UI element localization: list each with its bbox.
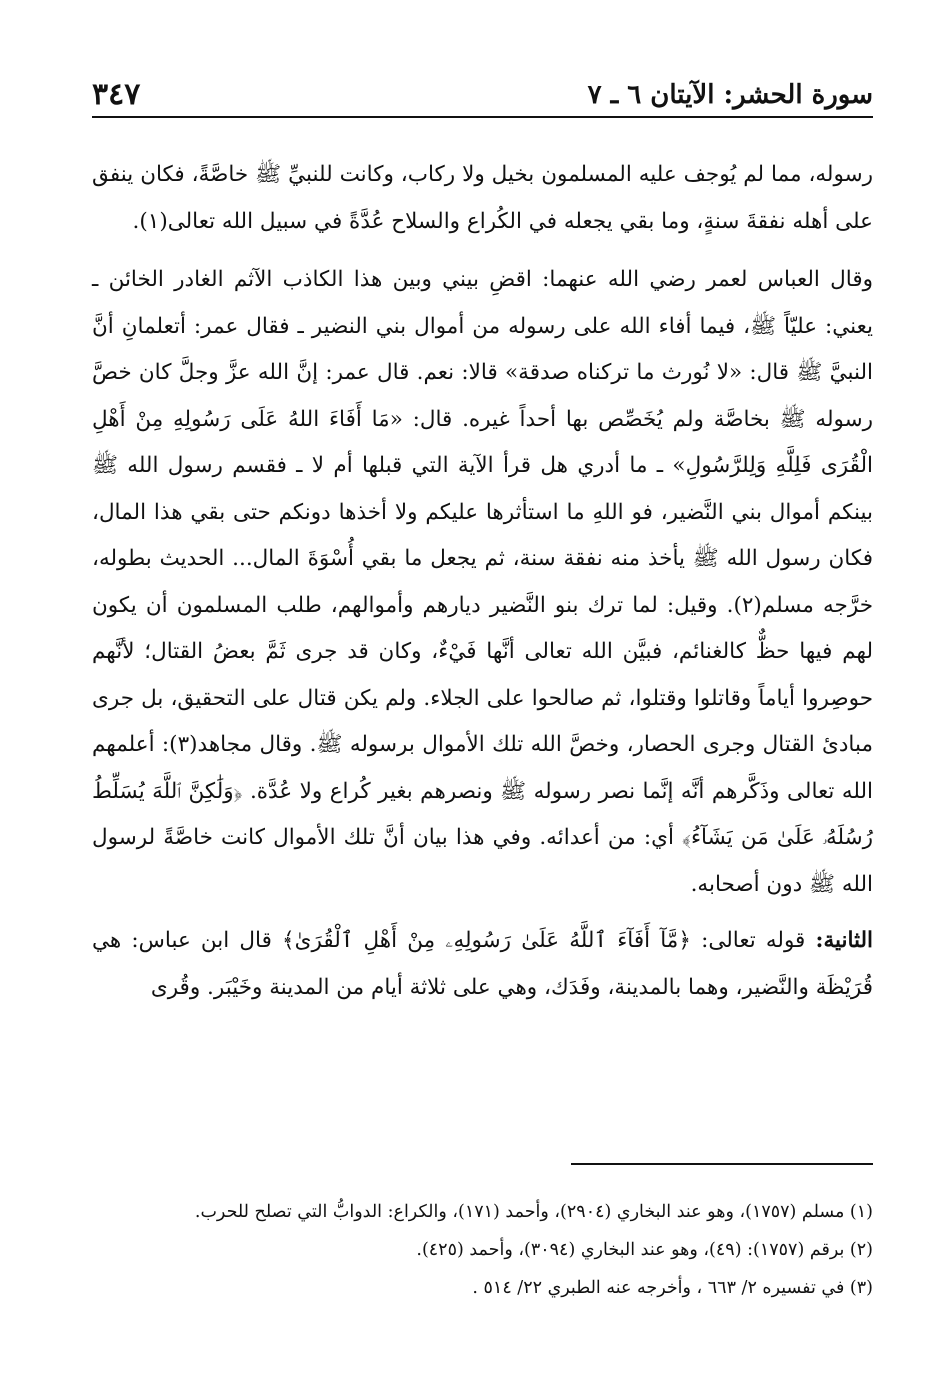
footnote-1: (١) مسلم (١٧٥٧)، وهو عند البخاري (٢٩٠٤)، وأحمد (١٧١)، والكراع: الدوابُّ التي تصلح للحرب. xyxy=(194,1202,873,1222)
point-text: قوله تعالى: ﴿مَّآ أَفَآءَ ٱللَّهُ عَلَىٰ رَسُولِهِۦ مِنْ أَهْلِ ٱلْقُرَىٰ﴾ قال ابن عباس: هي قُرَيْظَة والنَّضير، وهما بالمدينة، وفَدَك، وهي على ثلاثة أيام من المدينة وخَيْبَر. وقُرى xyxy=(92,928,873,1000)
surah-title: سورة الحشر: الآيتان ٦ ـ ٧ xyxy=(587,80,873,110)
footnote-2: (٢) برقم (١٧٥٧): (٤٩)، وهو عند البخاري (٣٠٩٤)، وأحمد (٤٢٥). xyxy=(416,1240,873,1260)
paragraph-1: رسوله، مما لم يُوجف عليه المسلمون بخيل ولا ركاب، وكانت للنبيِّ ﷺ خاصَّةً، فكان ينفق على أهله نفقةَ سنةٍ، وما بقي يجعله في الكُراع والسلاح عُدَّةً في سبيل الله تعالى(١). xyxy=(92,162,873,234)
paragraph-3 xyxy=(92,918,873,1011)
page-number: ٣٤٧ xyxy=(92,77,141,112)
footnote-3: (٣) في تفسيره ٢/ ٦٦٣ ، وأخرجه عنه الطبري ٢٢/ ٥١٤ . xyxy=(472,1278,873,1298)
footnotes xyxy=(92,1196,873,1310)
main-text xyxy=(92,152,873,1011)
footnote-separator xyxy=(571,1163,873,1165)
running-header xyxy=(92,70,873,118)
paragraph-2: وقال العباس لعمر رضي الله عنهما: اقضِ بيني وبين هذا الكاذب الآثم الغادر الخائن ـ يعني: عليّاً ﷺ، فيما أفاء الله على رسوله من أموال بني النضير ـ فقال عمر: أتعلمانِ أنَّ النبيَّ ﷺ قال: «لا نُورث ما تركناه صدقة» قالا: نعم. قال عمر: إنَّ الله عزَّ وجلَّ كان خصَّ رسوله ﷺ بخاصَّة ولم يُخَصِّص بها أحداً غيره. قال: «مَا أَفَاءَ اللهُ عَلَى رَسُولِهِ مِنْ أَهْلِ الْقُرَى فَلِلَّهِ وَلِلرَّسُولِ» ـ ما أدري هل قرأ الآية التي قبلها أم لا ـ فقسم رسول الله ﷺ بينكم أموال بني النَّضير، فو اللهِ ما استأثرها عليكم ولا أخذها دونكم حتى بقي هذا المال، فكان رسول الله ﷺ يأخذ منه نفقة سنة، ثم يجعل ما بقي أُسْوَةَ المال... الحديث بطوله، خرَّجه مسلم(٢). وقيل: لما ترك بنو النَّضير ديارهم وأموالهم، طلب المسلمون أن يكون لهم فيها حظٌّ كالغنائم، فبيَّن الله تعالى أنَّها فَيْءٌ، وكان قد جرى ثَمَّ بعضُ القتال؛ لأنَّهم حوصِروا أياماً وقاتلوا وقتلوا، ثم صالحوا على الجلاء. ولم يكن قتال على التحقيق، بل جرى مبادئ القتال وجرى الحصار، وخصَّ الله تلك الأموال برسوله ﷺ. وقال مجاهد(٣): أعلمهم الله تعالى وذَكَّرهم أنَّه إنَّما نصر رسوله ﷺ ونصرهم بغير كُراع ولا عُدَّة. ﴿وَلَٰكِنَّ ٱللَّهَ يُسَلِّطُ رُسُلَهُۥ عَلَىٰ مَن يَشَآءُ﴾ أي: من أعدائه. وفي هذا بيان أنَّ تلك الأموال كانت خاصَّةً لرسول الله ﷺ دون أصحابه. xyxy=(92,267,873,897)
point-label: الثانية: xyxy=(815,928,874,953)
